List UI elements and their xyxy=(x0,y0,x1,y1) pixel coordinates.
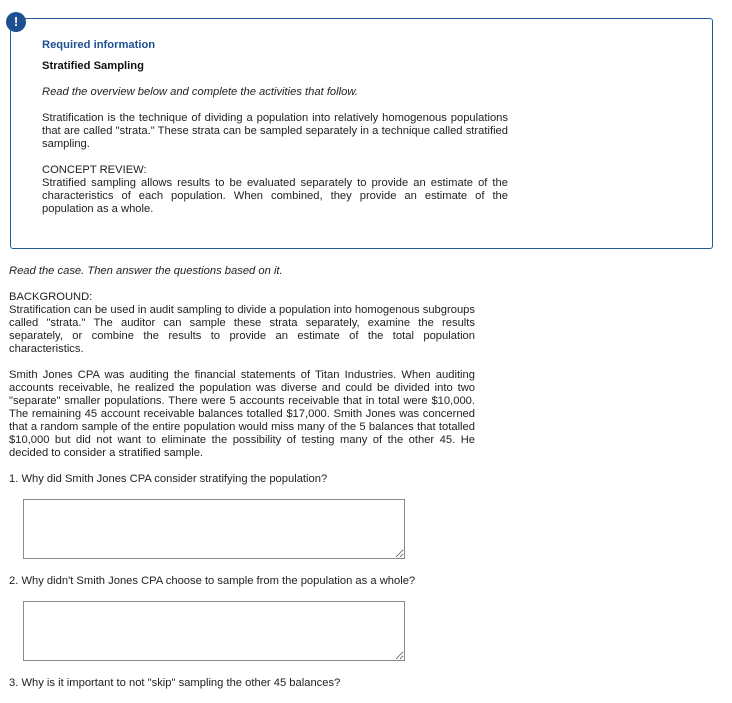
background-text: Stratification can be used in audit sampling to divide a population into homogenous subgroups called "strata." The auditor can sample these strata separately, examine the results separately, or combine the results to provide an estimate of the total population characteristics. xyxy=(9,304,475,355)
question-2-answer-field[interactable] xyxy=(23,601,405,661)
required-info-panel xyxy=(10,18,713,249)
case-instruction: Read the case. Then answer the questions based on it. xyxy=(9,265,283,277)
topic-title: Stratified Sampling xyxy=(42,60,144,72)
info-panel-content xyxy=(42,39,508,216)
alert-icon: ! xyxy=(6,12,26,32)
concept-review-heading: CONCEPT REVIEW: xyxy=(42,164,147,176)
question-3-label: 3. Why is it important to not "skip" sampling the other 45 balances? xyxy=(9,677,341,689)
question-2-label: 2. Why didn't Smith Jones CPA choose to sample from the population as a whole? xyxy=(9,575,416,587)
background-heading: BACKGROUND: xyxy=(9,291,93,303)
overview-text: Stratification is the technique of dividing a population into relatively homogenous populations that are called "strata." These strata can be sampled separately in a technique called stratified sampling. xyxy=(42,112,508,150)
question-1-label: 1. Why did Smith Jones CPA consider stratifying the population? xyxy=(9,473,328,485)
case-story: Smith Jones CPA was auditing the financial statements of Titan Industries. When auditing accounts receivable, he realized the population was diverse and could be divided into two "separate" smaller populations. There were 5 accounts receivable that in total were $10,000. The remaining 45 account receivable balances totalled $17,000. Smith Jones was concerned that a random sample of the entire population would miss many of the 5 balances that totalled $10,000 but did not want to eliminate the possibility of testing many of the other 45. He decided to consider a stratified sample. xyxy=(9,369,475,459)
case-section xyxy=(9,265,475,690)
concept-review-text: Stratified sampling allows results to be evaluated separately to provide an estimate of the characteristics of each population. When combined, they provide an estimate of the population as a whole. xyxy=(42,177,508,215)
required-info-title: Required information xyxy=(42,39,156,51)
question-1-answer-field[interactable] xyxy=(23,499,405,559)
overview-instruction: Read the overview below and complete the activities that follow. xyxy=(42,86,358,98)
